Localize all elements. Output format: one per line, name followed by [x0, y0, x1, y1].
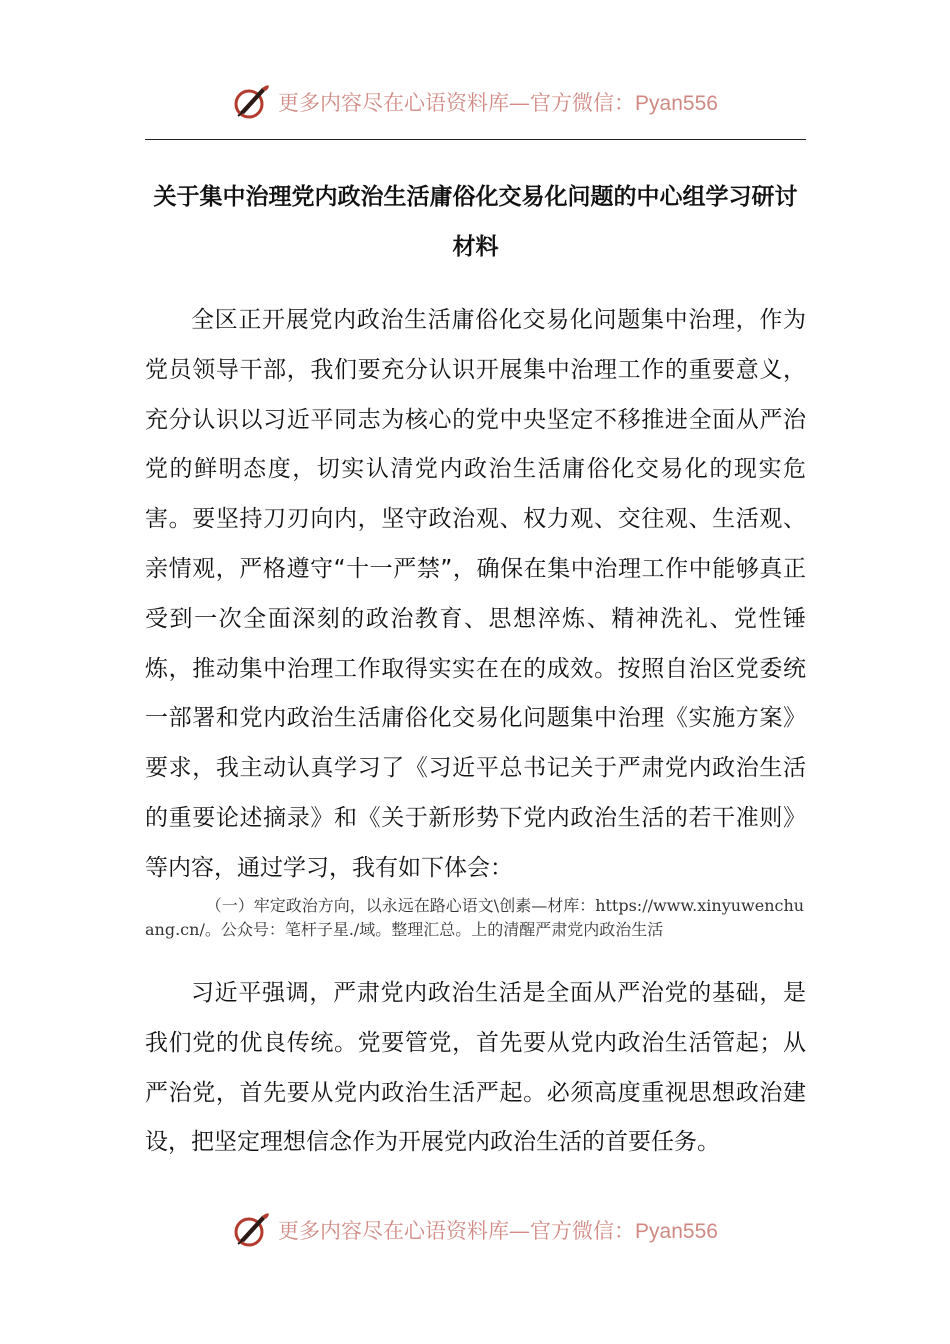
footer-banner: [0, 1208, 950, 1252]
document-title: 关于集中治理党内政治生活庸俗化交易化问题的中心组学习研讨材料: [153, 184, 798, 260]
header-slogan-text: 更多内容尽在心语资料库—官方微信：: [278, 91, 636, 115]
header-slogan: [278, 87, 718, 117]
paragraph-intro: 全区正开展党内政治生活庸俗化交易化问题集中治理，作为党员领导干部，我们要充分认识开展集中治理工作的重要意义，充分认识以习近平同志为核心的党中央坚定不移推进全面从严治党的鲜明态度，切实认清党内政治生活庸俗化交易化的现实危害。要坚持刀刃向内，坚守政治观、权力观、交往观、生活观、亲情观，严格遵守“十一严禁”，确保在集中治理工作中能够真正受到一次全面深刻的政治教育、思想淬炼、精神洗礼、党性锤炼，推动集中治理工作取得实实在在的成效。按照自治区党委统一部署和党内政治生活庸俗化交易化问题集中治理《实施方案》要求，我主动认真学习了《习近平总书记关于严肃党内政治生活的重要论述摘录》和《关于新形势下党内政治生活的若干准则》等内容，通过学习，我有如下体会：: [145, 307, 806, 881]
section-heading-note: （一）牢定政治方向，以永远在路心语文\创素—材库：https://www.xinyuwenchuang.cn/。公众号：笔杆子星./域。整理汇总。上的清醒严肃党内政治生活: [145, 896, 805, 939]
header-wechat-handle: Pyan556: [635, 92, 718, 115]
footer-wechat-handle: Pyan556: [635, 1220, 718, 1243]
header-banner: [0, 80, 950, 124]
header-divider: [145, 139, 806, 140]
quill-pen-logo-icon: [232, 82, 272, 122]
footer-slogan-text: 更多内容尽在心语资料库—官方微信：: [278, 1219, 636, 1243]
paragraph-body: 习近平强调，严肃党内政治生活是全面从严治党的基础，是我们党的优良传统。党要管党，首先要从党内政治生活管起；从严治党，首先要从党内政治生活严起。必须高度重视思想政治建设，把坚定理想信念作为开展党内政治生活的首要任务。: [145, 980, 806, 1156]
footer-slogan: [278, 1215, 718, 1245]
quill-pen-logo-icon: [232, 1210, 272, 1250]
